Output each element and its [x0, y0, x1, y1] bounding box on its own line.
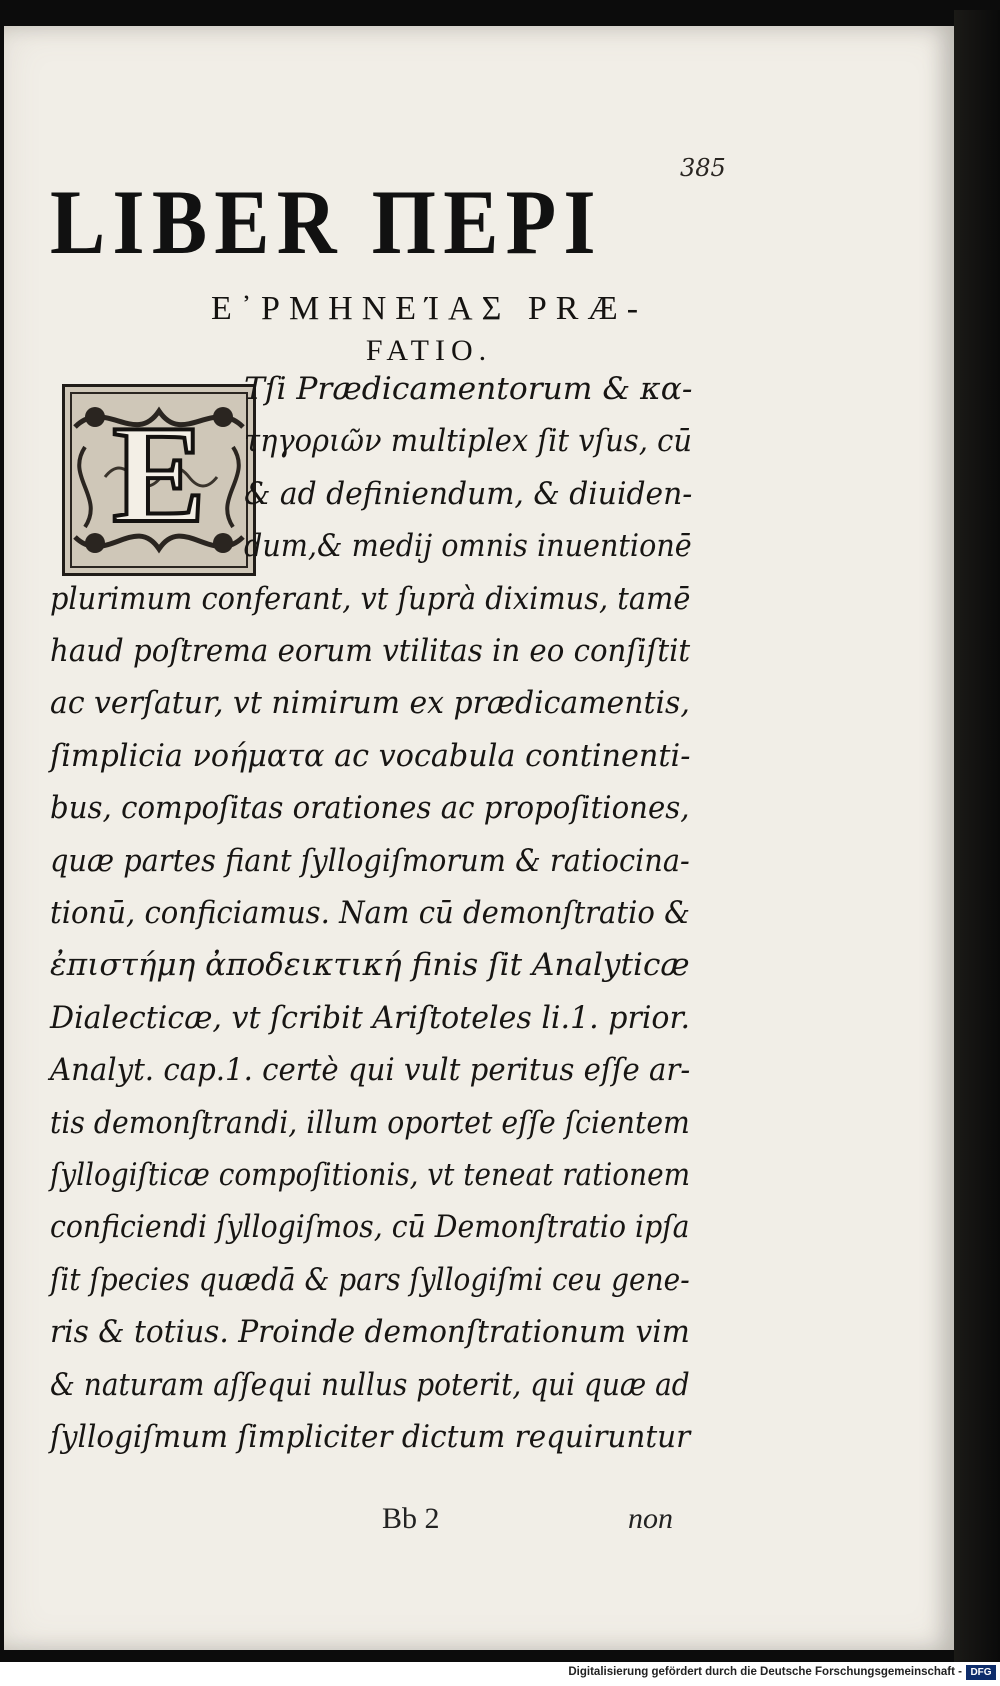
book-edge	[954, 10, 1000, 1662]
text-line: quæ partes fiant ſyllogiſmorum & ratiocina-	[50, 842, 690, 879]
text-line: bus, compoſitas orationes ac propoſitiones,	[50, 790, 690, 827]
footer-bar	[0, 1662, 1000, 1686]
text-line: ἐπιστήμη ἀποδεικτική finis ſit Analyticæ	[50, 947, 690, 984]
decorated-initial	[62, 384, 256, 576]
page-number: 385	[680, 154, 726, 182]
text-line: Tſi Prædicamentorum & κα-	[244, 371, 693, 407]
dfg-logo: DFG	[966, 1665, 996, 1680]
text-line: haud poſtrema eorum vtilitas in eo conſiſtit	[50, 633, 691, 669]
title-line-3: FATIO.	[365, 334, 493, 367]
signature-mark: Bb 2	[382, 1502, 440, 1535]
text-line: ac verſatur, vt nimirum ex prædicamentis,	[50, 685, 690, 722]
text-line: ſit ſpecies quædā & pars ſyllogiſmi ceu gene-	[50, 1261, 690, 1298]
text-line: ſyllogiſmum ſimpliciter dictum requiruntur	[50, 1419, 691, 1455]
text-line: conficiendi ſyllogiſmos, cū Demonſtratio ipſa	[50, 1209, 690, 1246]
text-line: & ad definiendum, & diuiden-	[244, 475, 693, 512]
text-line: Analyt. cap.1. certè qui vult peritus eſſe ar-	[50, 1052, 691, 1089]
initial-letter: E	[112, 397, 206, 552]
title-line-1: LIBER ΠΕΡΙ	[50, 171, 603, 273]
text-line: Dialecticæ, vt ſcribit Ariſtoteles li.1. prior.	[50, 999, 691, 1036]
text-line: tis demonſtrandi, illum oportet eſſe ſcientem	[50, 1104, 690, 1141]
title-line-2: Ε᾿ΡΜΗΝΕΊΑΣ PRÆ-	[210, 290, 648, 327]
text-line: plurimum conferant, vt ſuprà diximus, tamē	[50, 580, 691, 617]
text-line: dum,& medij omnis inuentionē	[244, 528, 692, 565]
text-line: ſimplicia νοήματα ac vocabula continenti-	[50, 737, 691, 774]
text-line: τηγοριῶν multiplex ſit vſus, cū	[244, 423, 692, 460]
book-page	[4, 26, 954, 1650]
text-line: ſyllogiſticæ compoſitionis, vt teneat rationem	[50, 1157, 691, 1193]
catchword: non	[628, 1502, 673, 1535]
text-line: tionū, conficiamus. Nam cū demonſtratio &	[50, 895, 691, 931]
text-line: ris & totius. Proinde demonſtrationum vim	[50, 1314, 690, 1351]
text-line: & naturam aſſequi nullus poterit, qui quæ ad	[50, 1366, 690, 1403]
footer-credit: Digitalisierung gefördert durch die Deutsche Forschungsgemeinschaft -	[568, 1666, 962, 1678]
